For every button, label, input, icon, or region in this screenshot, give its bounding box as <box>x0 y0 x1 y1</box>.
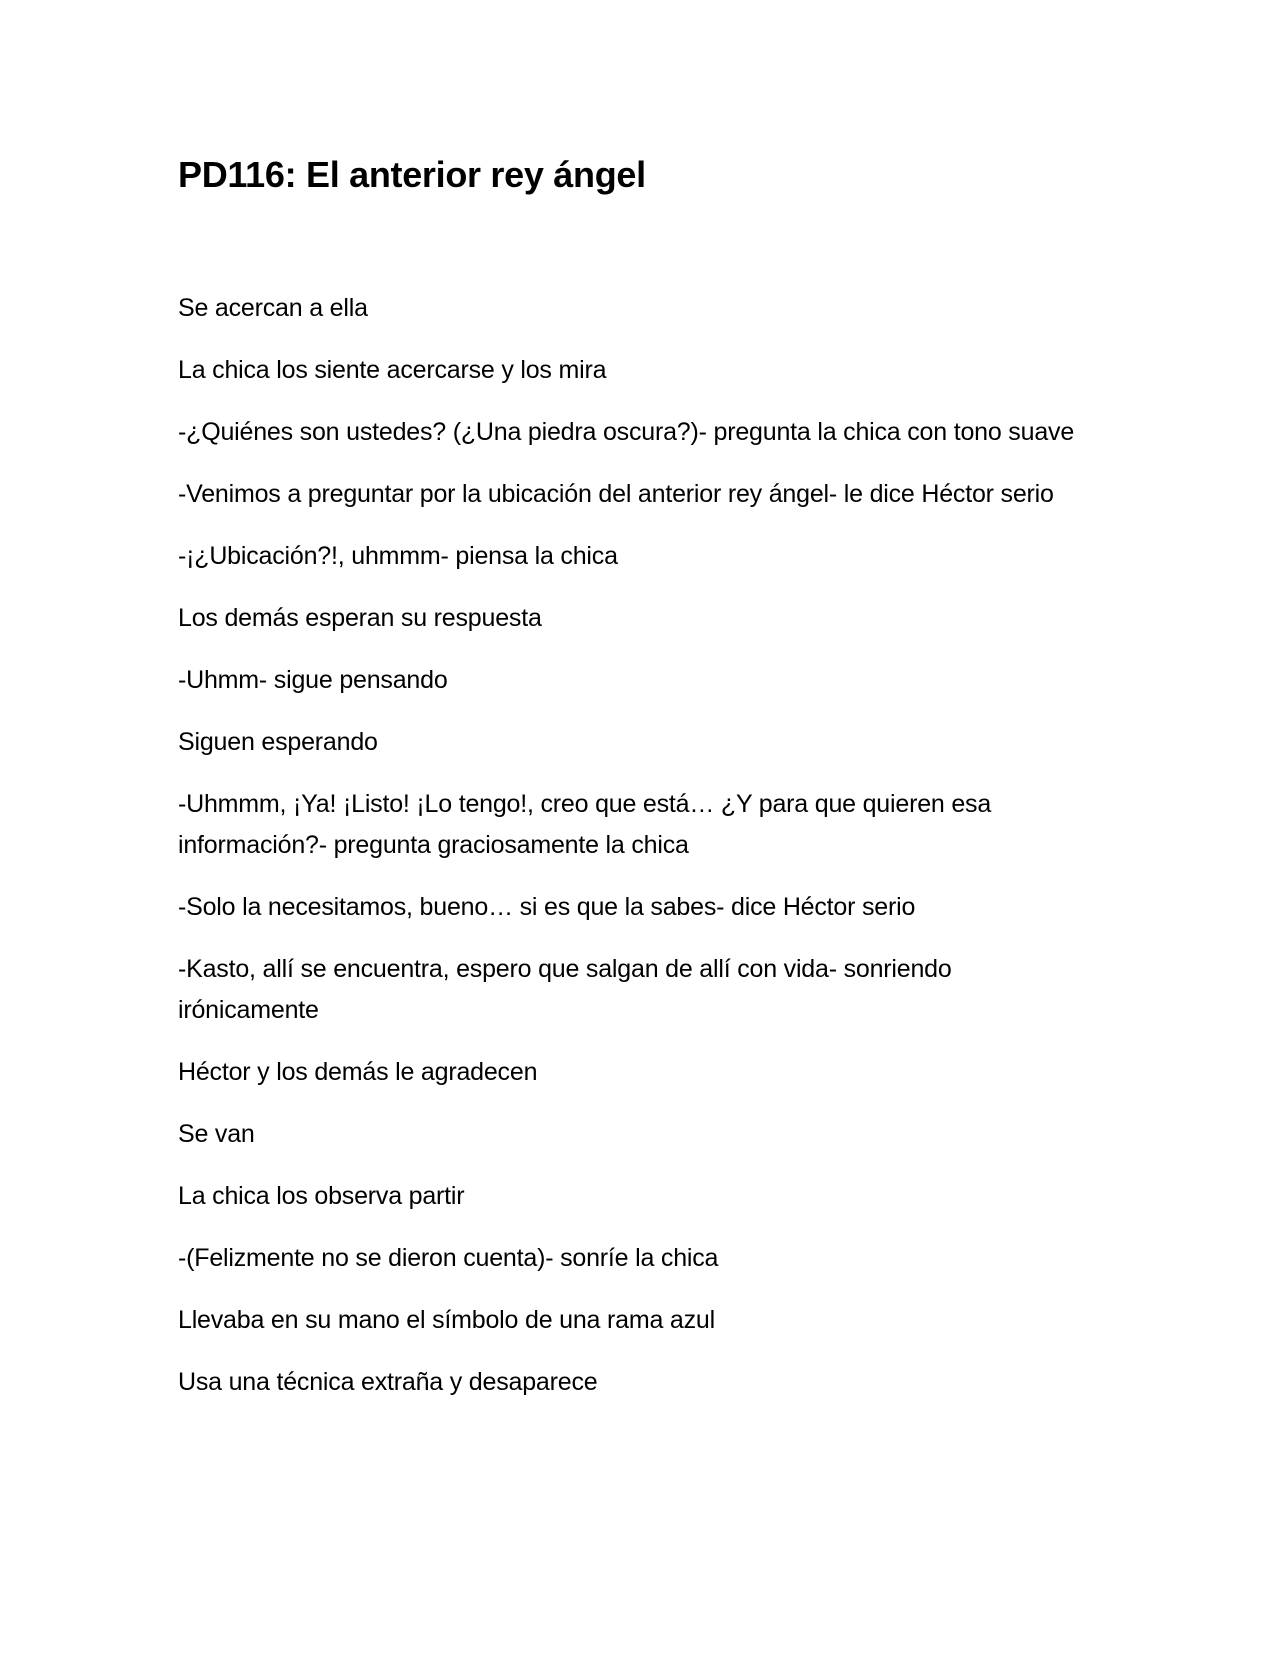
paragraph: -Kasto, allí se encuentra, espero que salgan de allí con vida- sonriendo irónicamente <box>178 955 952 1024</box>
paragraph: Llevaba en su mano el símbolo de una rama azul <box>178 1306 715 1334</box>
paragraph: Los demás esperan su respuesta <box>178 604 542 632</box>
paragraph: Se acercan a ella <box>178 294 368 322</box>
paragraph: -(Felizmente no se dieron cuenta)- sonríe la chica <box>178 1244 719 1272</box>
paragraph: -Uhmmm, ¡Ya! ¡Listo! ¡Lo tengo!, creo que está… ¿Y para que quieren esa información?- pregunta graciosamente la chica <box>178 790 992 859</box>
paragraph: -¿Quiénes son ustedes? (¿Una piedra oscura?)- pregunta la chica con tono suave <box>178 418 1075 446</box>
paragraph: La chica los observa partir <box>178 1182 465 1210</box>
document-title: PD116: El anterior rey ángel <box>178 154 646 195</box>
paragraph: -¡¿Ubicación?!, uhmmm- piensa la chica <box>178 542 618 570</box>
paragraph: -Venimos a preguntar por la ubicación del anterior rey ángel- le dice Héctor serio <box>178 480 1054 508</box>
document-body <box>178 288 1088 1424</box>
paragraph: Usa una técnica extraña y desaparece <box>178 1368 598 1396</box>
paragraph: La chica los siente acercarse y los mira <box>178 356 607 384</box>
paragraph: Siguen esperando <box>178 728 378 756</box>
paragraph: Héctor y los demás le agradecen <box>178 1058 538 1086</box>
paragraph: -Uhmm- sigue pensando <box>178 666 448 694</box>
paragraph: Se van <box>178 1120 255 1148</box>
paragraph: -Solo la necesitamos, bueno… si es que la sabes- dice Héctor serio <box>178 893 916 921</box>
